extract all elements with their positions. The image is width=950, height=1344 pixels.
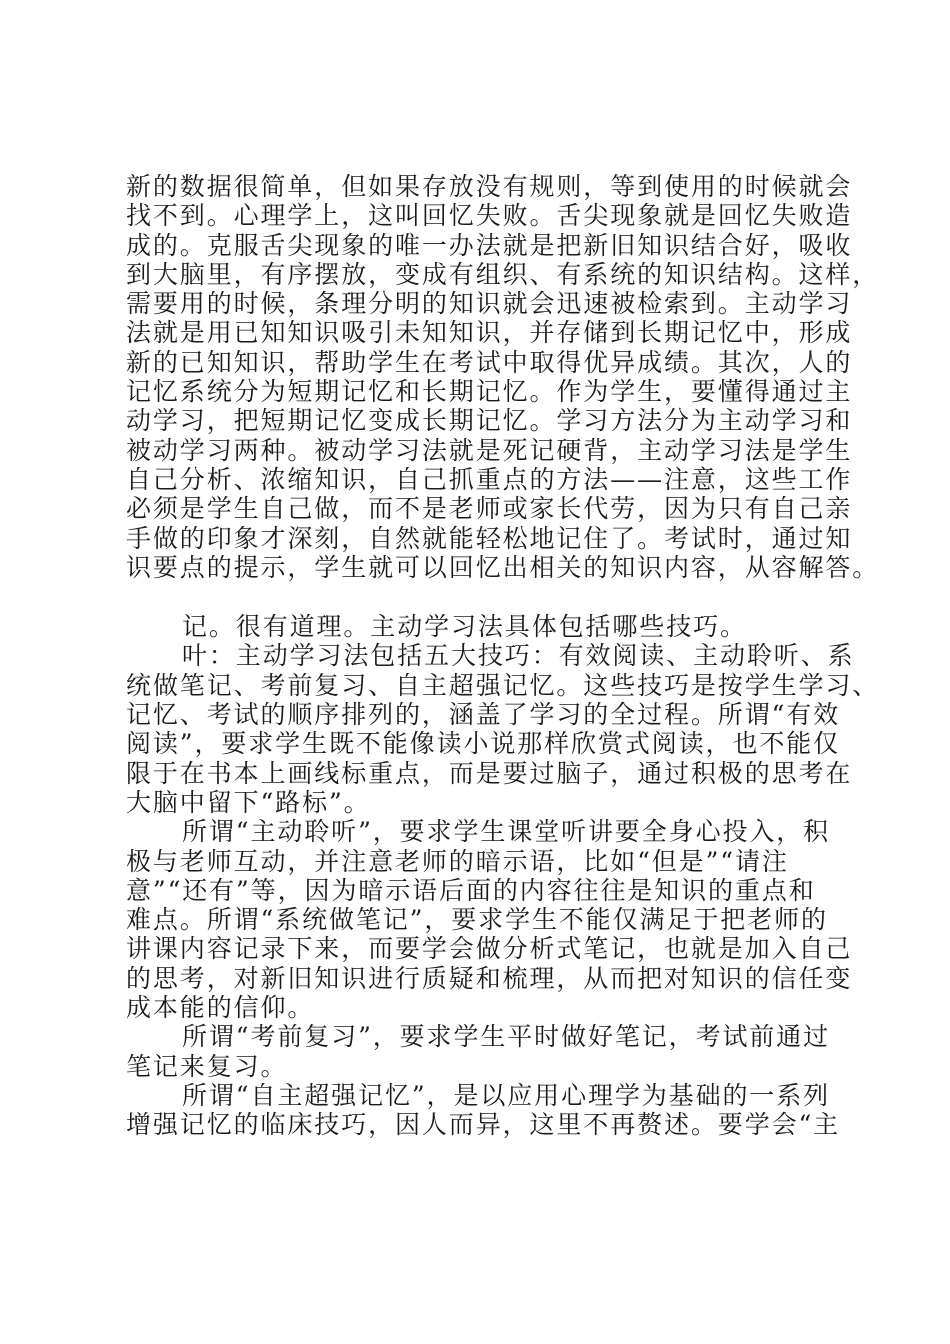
text-line: 意”“还有”等，因为暗示语后面的内容往往是知识的重点和 — [126, 875, 816, 905]
text-line: 限于在书本上画线标重点，而是要过脑子，通过积极的思考在 — [126, 758, 853, 788]
text-line: 极与老师互动，并注意老师的暗示语，比如“但是”“请注 — [126, 846, 789, 876]
text-line: 新的已知知识，帮助学生在考试中取得优异成绩。其次，人的 — [126, 347, 853, 377]
text-line: 记忆系统分为短期记忆和长期记忆。作为学生，要懂得通过主 — [126, 377, 853, 407]
text-line: 成本能的信仰。 — [126, 993, 315, 1023]
text-line: 大脑中留下“路标”。 — [126, 787, 371, 817]
text-line: 成的。克服舌尖现象的唯一办法就是把新旧知识结合好，吸收 — [126, 230, 853, 260]
text-line: 被动学习两种。被动学习法就是死记硬背，主动学习法是学生 — [126, 435, 853, 465]
paragraph-gap — [126, 582, 828, 612]
text-line: 找不到。心理学上，这叫回忆失败。舌尖现象就是回忆失败造 — [126, 201, 853, 231]
text-line: 记忆、考试的顺序排列的，涵盖了学习的全过程。所谓“有效 — [126, 700, 841, 730]
text-line: 的思考，对新旧知识进行质疑和梳理，从而把对知识的信任变 — [126, 963, 853, 993]
paragraph-block-2 — [126, 612, 880, 1140]
text-line: 所谓“主动聆听”，要求学生课堂听讲要全身心投入，积 — [182, 817, 831, 847]
text-line: 记。很有道理。主动学习法具体包括哪些技巧。 — [182, 612, 747, 642]
text-line: 识要点的提示，学生就可以回忆出相关的知识内容，从容解答。 — [126, 552, 880, 582]
paragraph-block-1 — [126, 172, 880, 582]
text-line: 必须是学生自己做，而不是老师或家长代劳，因为只有自己亲 — [126, 494, 853, 524]
text-line: 所谓“考前复习”，要求学生平时做好笔记，考试前通过 — [182, 1022, 831, 1052]
text-line: 所谓“自主超强记忆”，是以应用心理学为基础的一系列 — [182, 1080, 831, 1110]
text-line: 法就是用已知知识吸引未知知识，并存储到长期记忆中，形成 — [126, 318, 853, 348]
text-line: 新的数据很简单，但如果存放没有规则，等到使用的时候就会 — [126, 172, 853, 201]
text-line: 讲课内容记录下来，而要学会做分析式笔记，也就是加入自己 — [126, 934, 853, 964]
text-line: 阅读”，要求学生既不能像读小说那样欣赏式阅读，也不能仅 — [126, 729, 841, 759]
document-page — [126, 172, 880, 1140]
text-line: 增强记忆的临床技巧，因人而异，这里不再赘述。要学会“主 — [126, 1110, 841, 1140]
text-line: 到大脑里，有序摆放，变成有组织、有系统的知识结构。这样， — [126, 259, 880, 289]
text-line: 笔记来复习。 — [126, 1051, 288, 1081]
text-line: 难点。所谓“系统做笔记”，要求学生不能仅满足于把老师的 — [126, 905, 828, 935]
text-line: 统做笔记、考前复习、自主超强记忆。这些技巧是按学生学习、 — [126, 670, 880, 700]
text-line: 需要用的时候，条理分明的知识就会迅速被检索到。主动学习 — [126, 289, 853, 319]
text-line: 自己分析、浓缩知识，自己抓重点的方法——注意，这些工作 — [126, 464, 853, 494]
text-line: 叶：主动学习法包括五大技巧：有效阅读、主动聆听、系 — [182, 641, 855, 671]
text-line: 动学习，把短期记忆变成长期记忆。学习方法分为主动学习和 — [126, 406, 853, 436]
text-line: 手做的印象才深刻，自然就能轻松地记住了。考试时，通过知 — [126, 523, 853, 553]
